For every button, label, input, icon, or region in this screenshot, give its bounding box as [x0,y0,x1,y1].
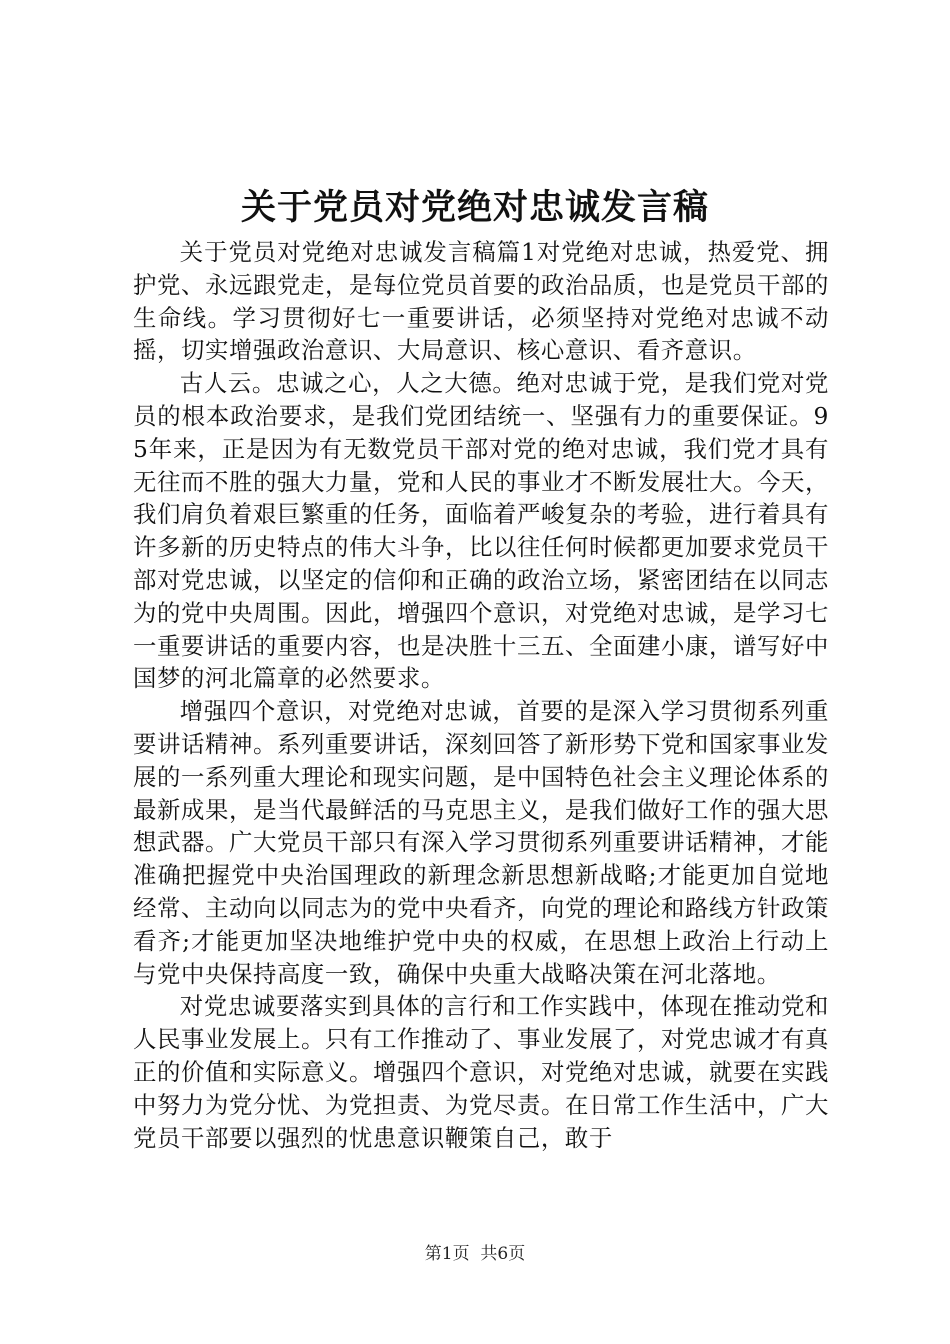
paragraph-1: 关于党员对党绝对忠诚发言稿篇1对党绝对忠诚，热爱党、拥护党、永远跟党走，是每位党员首要的政治品质，也是党员干部的生命线。学习贯彻好七一重要讲话，必须坚持对党绝对忠诚不动摇，切实增强政治意识、大局意识、核心意识、看齐意识。 [133,238,829,365]
page-number: 第1页 [424,1244,470,1264]
document-title: 关于党员对党绝对忠诚发言稿 [240,188,709,228]
page-total: 共6页 [480,1244,526,1264]
paragraph-2: 古人云。忠诚之心，人之大德。绝对忠诚于党，是我们党对党员的根本政治要求，是我们党团结统一、坚强有力的重要保证。95年来，正是因为有无数党员干部对党的绝对忠诚，我们党才具有无往而不胜的强大力量，党和人民的事业才不断发展壮大。今天，我们肩负着艰巨繁重的任务，面临着严峻复杂的考验，进行着具有许多新的历史特点的伟大斗争，比以往任何时候都更加要求党员干部对党忠诚，以坚定的信仰和正确的政治立场，紧密团结在以同志为的党中央周围。因此，增强四个意识，对党绝对忠诚，是学习七一重要讲话的重要内容，也是决胜十三五、全面建小康，谱写好中国梦的河北篇章的必然要求。 [133,369,829,693]
document-body [133,236,829,1154]
paragraph-4: 对党忠诚要落实到具体的言行和工作实践中，体现在推动党和人民事业发展上。只有工作推动了、事业发展了，对党忠诚才有真正的价值和实际意义。增强四个意识，对党绝对忠诚，就要在实践中努力为党分忧、为党担责、为党尽责。在日常工作生活中，广大党员干部要以强烈的忧患意识鞭策自己，敢于 [133,992,829,1152]
page-footer [0,1242,950,1266]
paragraph-3: 增强四个意识，对党绝对忠诚，首要的是深入学习贯彻系列重要讲话精神。系列重要讲话，深刻回答了新形势下党和国家事业发展的一系列重大理论和现实问题，是中国特色社会主义理论体系的最新成果，是当代最鲜活的马克思主义，是我们做好工作的强大思想武器。广大党员干部只有深入学习贯彻系列重要讲话精神，才能准确把握党中央治国理政的新理念新思想新战略;才能更加自觉地经常、主动向以同志为的党中央看齐，向党的理论和路线方针政策看齐;才能更加坚决地维护党中央的权威，在思想上政治上行动上与党中央保持高度一致，确保中央重大战略决策在河北落地。 [133,697,829,988]
footer-gap [470,1244,481,1264]
